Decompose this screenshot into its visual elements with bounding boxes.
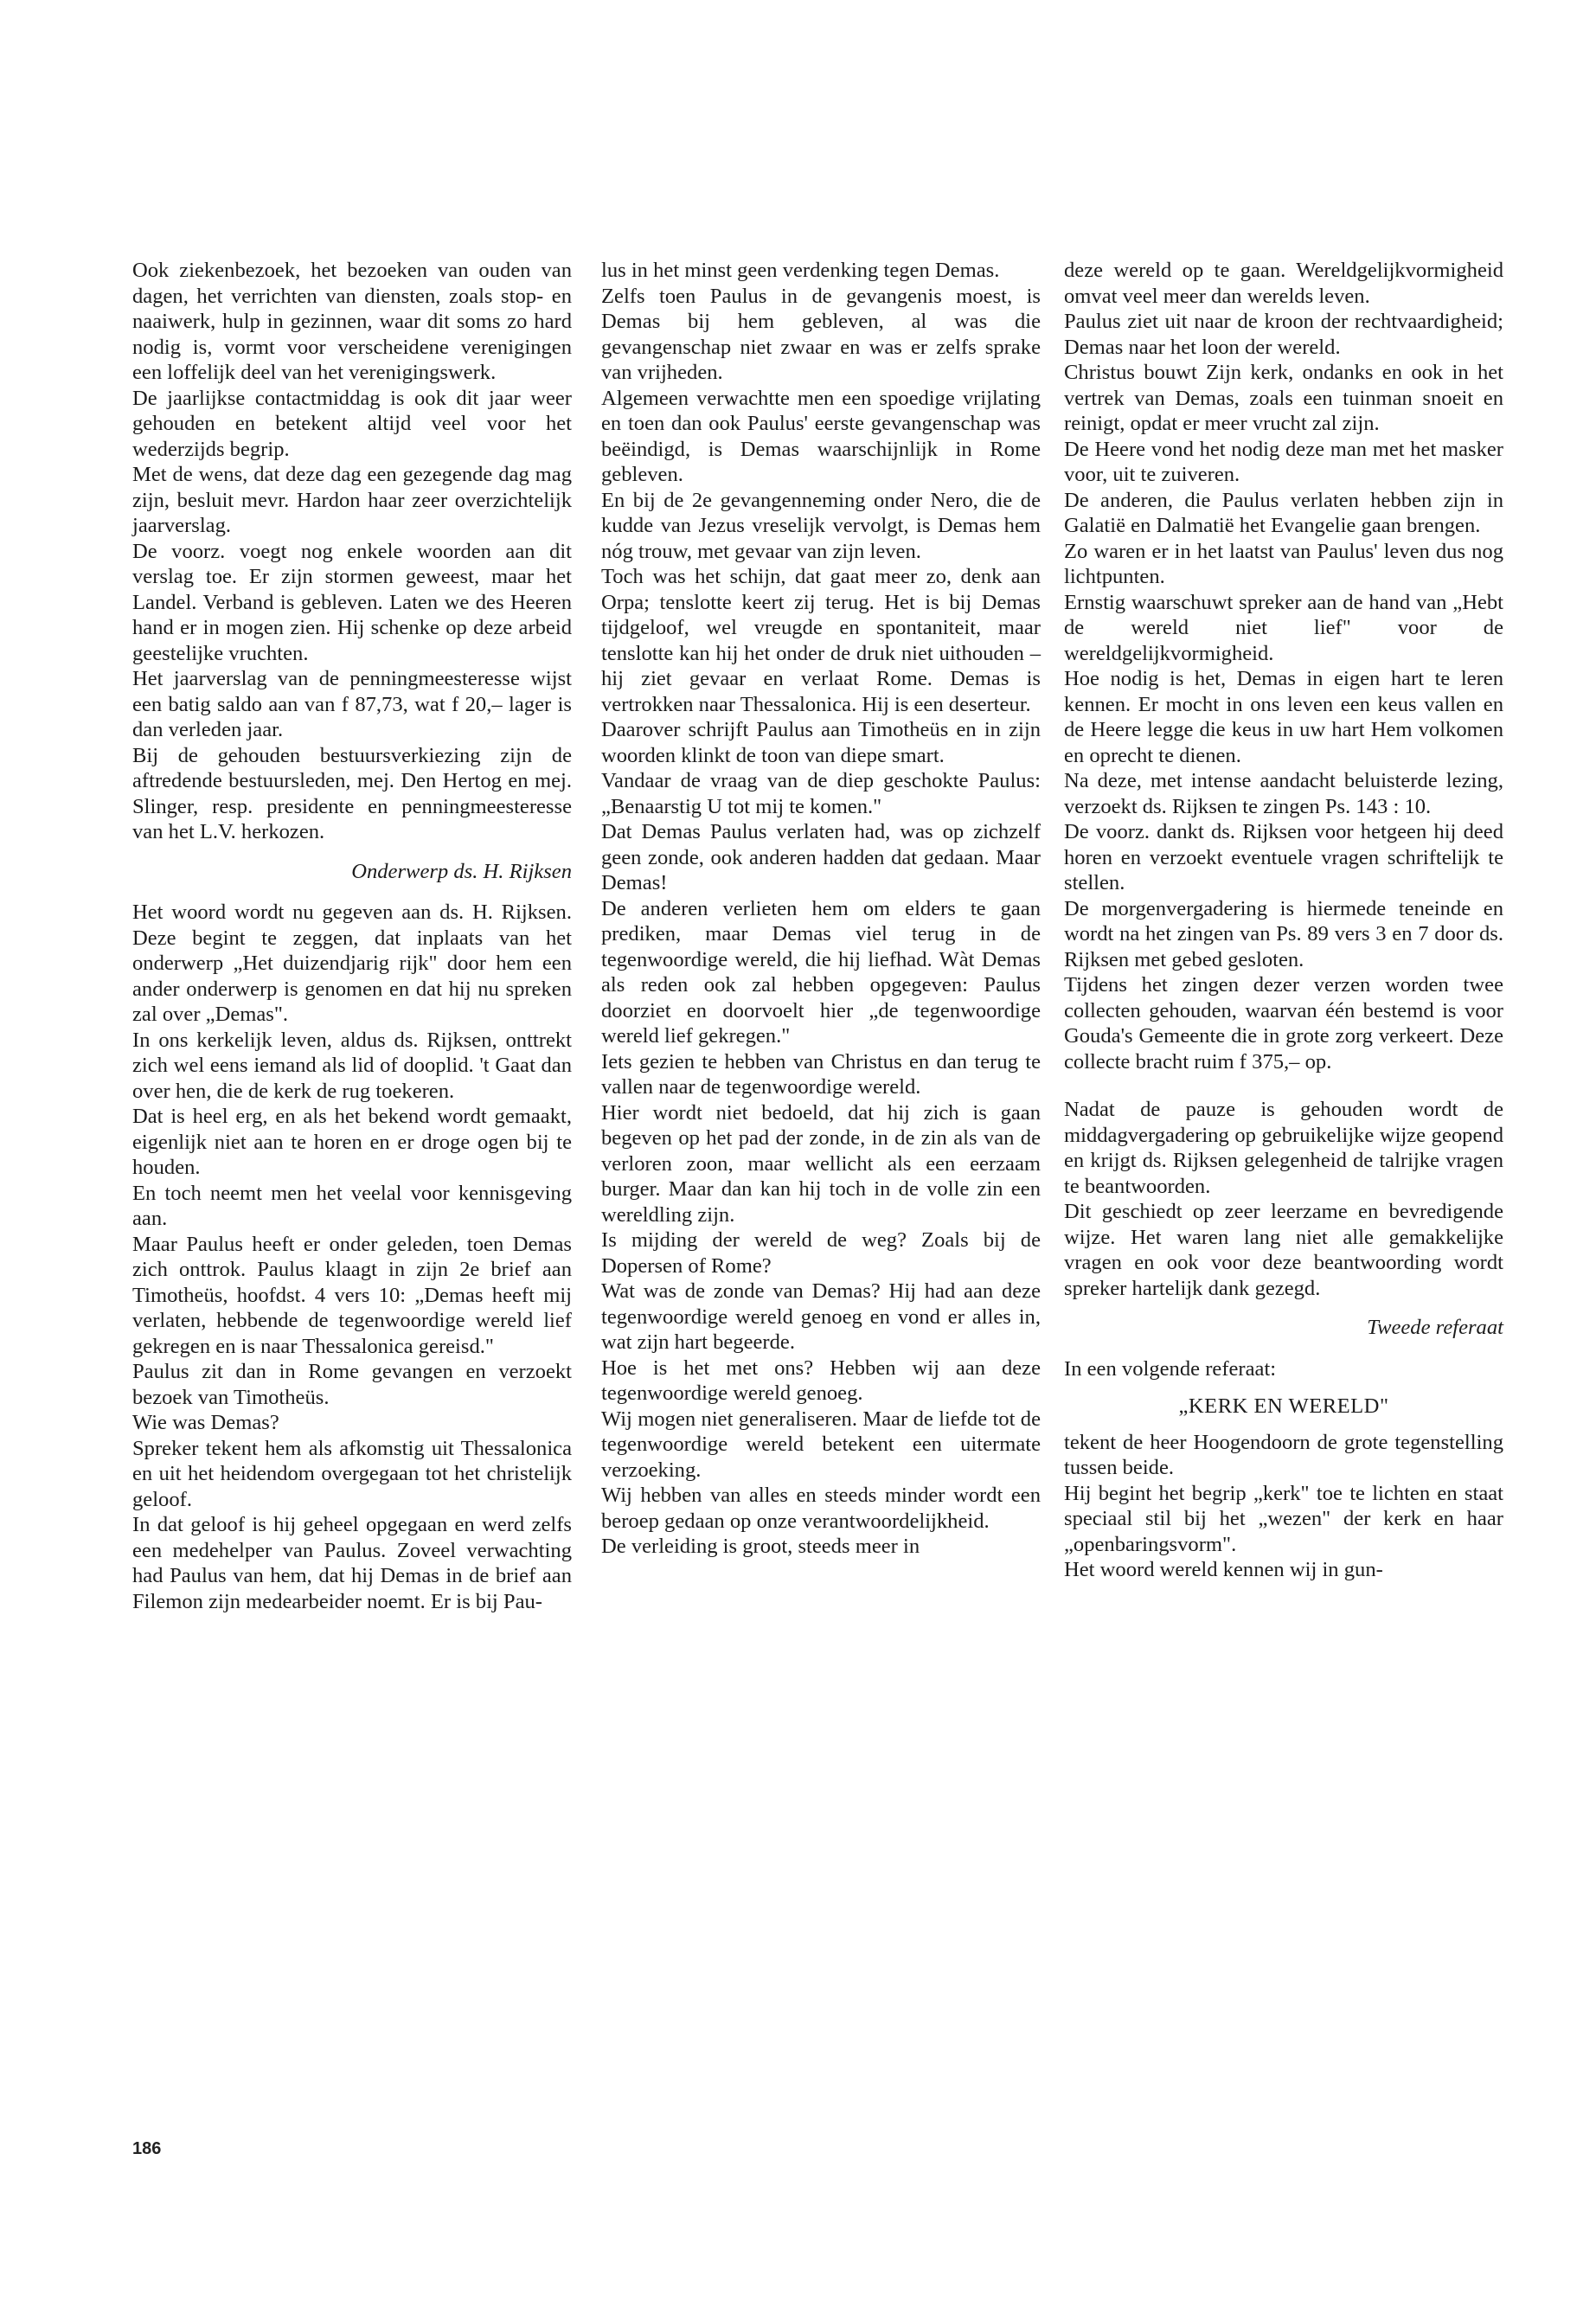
paragraph: In een volgende referaat: [1064,1356,1277,1381]
paragraph: En bij de 2e gevangenneming onder Nero, die de kudde van Jezus vreselijk vervolgt, is Demas hem nóg trouw, met gevaar van zijn leven. [601,488,1041,563]
paragraph: Zelfs toen Paulus in de gevangenis moest, is Demas bij hem gebleven, al was die gevangenschap niet zwaar en was er zelfs sprake van vrijheden. [601,284,1041,384]
paragraph: Tijdens het zingen dezer verzen worden twee collecten gehouden, waarvan één bestemd is voor Gouda's Gemeente die in grote zorg verkeert. Deze collecte bracht ruim f 375,– op. [1064,973,1503,1074]
paragraph: Ernstig waarschuwt spreker aan de hand van „Hebt de wereld niet lief" voor de wereldgelijkvormigheid. [1064,590,1503,665]
section-heading: Onderwerp ds. H. Rijksen [351,859,572,883]
page-number: 186 [132,2139,162,2158]
paragraph: De morgenvergadering is hiermede teneinde en wordt na het zingen van Ps. 89 vers 3 en 7 door ds. Rijksen met gebed gesloten. [1064,896,1503,971]
paragraph: In dat geloof is hij geheel opgegaan en werd zelfs een medehelper van Paulus. Zoveel verwachting had Paulus van hem, dat hij Demas in de brief aan Filemon zijn medearbeider noemt. Er is bij Pau- [132,1513,572,1613]
paragraph: Is mijding der wereld de weg? Zoals bij de Dopersen of Rome? [601,1228,1041,1278]
paragraph: Wat was de zonde van Demas? Hij had aan deze tegenwoordige wereld genoeg en vond er alles in, wat zijn hart begeerde. [601,1279,1041,1354]
paragraph: Christus bouwt Zijn kerk, ondanks en ook in het vertrek van Demas, zoals een tuinman snoeit en reinigt, opdat er meer vrucht zal zijn. [1064,361,1503,435]
paragraph: Wij hebben van alles en steeds minder wordt een beroep gedaan op onze verantwoordelijkheid. [601,1484,1041,1533]
text-column-2 [601,258,1041,1560]
paragraph: Vandaar de vraag van de diep geschokte Paulus: „Benaarstig U tot mij te komen." [601,769,1041,818]
paragraph: En toch neemt men het veelal voor kennisgeving aan. [132,1181,572,1230]
paragraph: Dit geschiedt op zeer leerzame en bevredigende wijze. Het waren lang niet alle gemakkelijke vragen en ook voor deze beantwoording wordt spreker hartelijk dank gezegd. [1064,1200,1503,1300]
paragraph: Wij mogen niet generaliseren. Maar de liefde tot de tegenwoordige wereld betekent een uitermate verzoeking. [601,1407,1041,1482]
paragraph: De anderen verlieten hem om elders te gaan prediken, maar Demas viel terug in de tegenwoordige wereld, die hij liefhad. Wàt Demas als reden ook zal hebben opgegeven: Paulus doorziet en doorvoelt hier „de tegenwoordige wereld lief gekregen." [601,896,1041,1048]
paragraph: Hier wordt niet bedoeld, dat hij zich is gaan begeven op het pad der zonde, in de zin als van de verloren zoon, maar wellicht als een eerzaam burger. Maar dan kan hij toch in de volle zin een wereldling zijn. [601,1100,1041,1227]
paragraph: Hoe is het met ons? Hebben wij aan deze tegenwoordige wereld genoeg. [601,1356,1041,1405]
paragraph: Hoe nodig is het, Demas in eigen hart te leren kennen. Er mocht in ons leven een keus vallen en de Heere legge die keus in uw hart Hem volkomen en oprecht te dienen. [1064,667,1503,767]
paragraph: Het jaarverslag van de penningmeesteresse wijst een batig saldo aan van f 87,73, wat f 20,– lager is dan verleden jaar. [132,667,572,741]
paragraph: Dat Demas Paulus verlaten had, was op zichzelf geen zonde, ook anderen hadden dat gedaan. Maar Demas! [601,820,1041,894]
paragraph: Wie was Demas? [132,1411,279,1434]
paragraph: deze wereld op te gaan. Wereldgelijkvormigheid omvat veel meer dan werelds leven. [1064,259,1503,308]
paragraph: De anderen, die Paulus verlaten hebben zijn in Galatië en Dalmatië het Evangelie gaan brengen. [1064,488,1503,537]
text-column-1 [132,258,572,1614]
paragraph: Met de wens, dat deze dag een gezegende dag mag zijn, besluit mevr. Hardon haar zeer overzichtelijk jaarverslag. [132,463,572,537]
paragraph: Nadat de pauze is gehouden wordt de middagvergadering op gebruikelijke wijze geopend en krijgt ds. Rijksen gelegenheid de talrijke vragen te beantwoorden. [1064,1098,1503,1198]
paragraph: Paulus ziet uit naar de kroon der rechtvaardigheid; Demas naar het loon der wereld. [1064,310,1503,359]
paragraph: Bij de gehouden bestuursverkiezing zijn de aftredende bestuursleden, mej. Den Hertog en mej. Slinger, resp. presidente en penningmeesteresse van het L.V. herkozen. [132,743,572,843]
paragraph: De jaarlijkse contactmiddag is ook dit jaar weer gehouden en betekent altijd veel voor het wederzijds begrip. [132,386,572,461]
paragraph: De voorz. dankt ds. Rijksen voor hetgeen hij deed horen en verzoekt eventuele vragen schriftelijk te stellen. [1064,820,1503,894]
paragraph: Zo waren er in het laatst van Paulus' leven dus nog lichtpunten. [1064,539,1503,588]
paragraph: Na deze, met intense aandacht beluisterde lezing, verzoekt ds. Rijksen te zingen Ps. 143 : 10. [1064,769,1503,818]
paragraph: Het woord wereld kennen wij in gun- [1064,1558,1383,1581]
paragraph: In ons kerkelijk leven, aldus ds. Rijksen, onttrekt zich wel eens iemand als lid of dooplid. 't Gaat dan over hen, die de kerk de rug toekeren. [132,1028,572,1103]
paragraph: lus in het minst geen verdenking tegen Demas. [601,259,1000,282]
paragraph: Het woord wordt nu gegeven aan ds. H. Rijksen. Deze begint te zeggen, dat inplaats van het onderwerp „Het duizendjarig rijk" door hem een ander onderwerp is genomen en dat hij nu spreken zal over „Demas". [132,901,572,1026]
paragraph: Maar Paulus heeft er onder geleden, toen Demas zich onttrok. Paulus klaagt in zijn 2e brief aan Timotheüs, hoofdst. 4 vers 10: „Demas heeft mij verlaten, hebbende de tegenwoordige wereld lief gekregen en is naar Thessalonica gereisd." [132,1232,572,1358]
paragraph: De voorz. voegt nog enkele woorden aan dit verslag toe. Er zijn stormen geweest, maar het Landel. Verband is gebleven. Laten we des Heeren hand er in mogen zien. Hij schenke op deze arbeid geestelijke vruchten. [132,539,572,665]
paragraph: tekent de heer Hoogendoorn de grote tegenstelling tussen beide. [1064,1430,1503,1479]
paragraph: Algemeen verwachtte men een spoedige vrijlating en toen dan ook Paulus' eerste gevangenschap was beëindigd, is Demas waarschijnlijk in Rome gebleven. [601,386,1041,486]
section-heading: Tweede referaat [1367,1316,1503,1339]
text-column-3 [1064,258,1503,1583]
paragraph: Paulus zit dan in Rome gevangen en verzoekt bezoek van Timotheüs. [132,1360,572,1409]
referaat-title: „KERK EN WERELD" [1178,1394,1389,1418]
paragraph: Daarover schrijft Paulus aan Timotheüs en in zijn woorden klinkt de toon van diepe smart. [601,718,1041,767]
paragraph: Toch was het schijn, dat gaat meer zo, denk aan Orpa; tenslotte keert zij terug. Het is bij Demas tijdgeloof, wel vreugde en spontaniteit, maar tenslotte kan hij het onder de druk niet uithouden – hij ziet gevaar en verlaat Rome. Demas is vertrokken naar Thessalonica. Hij is een deserteur. [601,565,1041,716]
paragraph: De verleiding is groot, steeds meer in [601,1535,920,1558]
paragraph: De Heere vond het nodig deze man met het masker voor, uit te zuiveren. [1064,437,1503,486]
paragraph: Hij begint het begrip „kerk" toe te lichten en staat speciaal stil bij het „wezen" der kerk en haar „openbaringsvorm". [1064,1481,1503,1556]
paragraph: Spreker tekent hem als afkomstig uit Thessalonica en uit het heidendom overgegaan tot het christelijk geloof. [132,1436,572,1511]
paragraph: Dat is heel erg, en als het bekend wordt gemaakt, eigenlijk niet aan te horen en er droge ogen bij te houden. [132,1105,572,1179]
paragraph: Ook ziekenbezoek, het bezoeken van ouden van dagen, het verrichten van diensten, zoals stop- en naaiwerk, hulp in gezinnen, waar dit soms zo hard nodig is, vormt voor verscheidene verenigingen een loffelijk deel van het verenigingswerk. [132,259,572,384]
paragraph: Iets gezien te hebben van Christus en dan terug te vallen naar de tegenwoordige wereld. [601,1049,1041,1099]
